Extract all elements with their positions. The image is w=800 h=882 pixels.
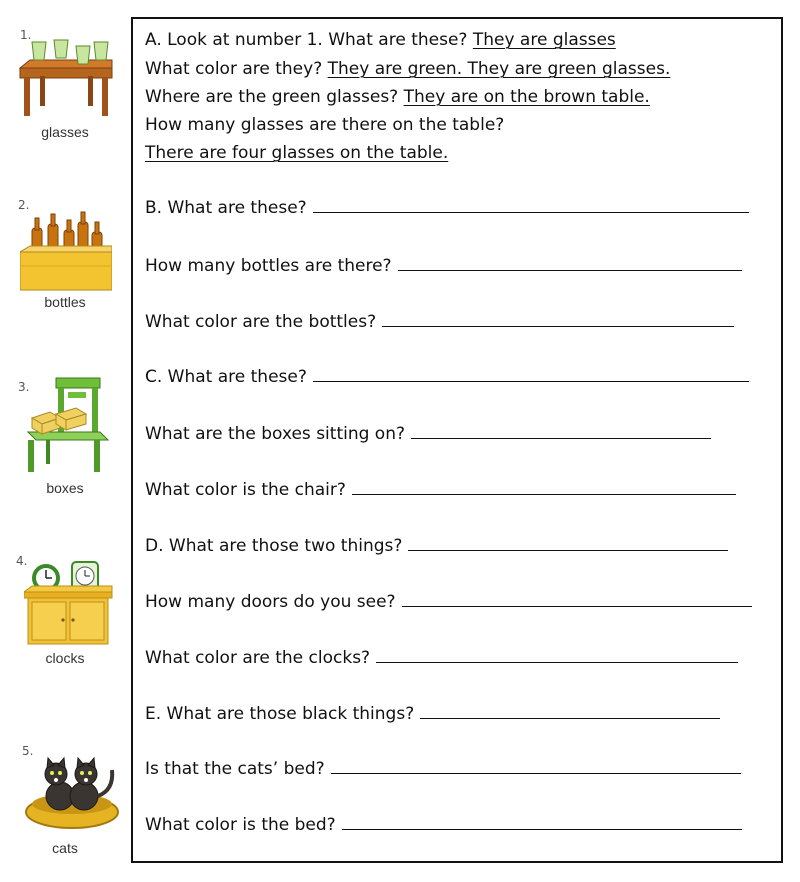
- item-caption: bottles: [44, 294, 86, 310]
- item-number: 2.: [18, 198, 30, 212]
- question-text: What color are the bottles?: [145, 312, 377, 332]
- exercise-a-line4: [145, 115, 504, 135]
- boxes-on-chair-icon: [22, 374, 112, 474]
- item-number: 5.: [22, 744, 34, 758]
- question-text: E. What are those black things?: [145, 704, 415, 724]
- exercise-b-q1: [145, 198, 749, 218]
- exercise-d-q3: [145, 648, 738, 668]
- exercise-a-line2: [145, 59, 670, 79]
- answer-text: They are on the brown table.: [403, 87, 650, 107]
- question-text: D. What are those two things?: [145, 536, 403, 556]
- glasses-on-table-icon: [18, 38, 114, 120]
- exercise-a-line3: [145, 87, 650, 107]
- exercise-d-q1: [145, 536, 728, 556]
- answer-blank[interactable]: [352, 480, 736, 495]
- answer-text: They are glasses: [472, 30, 616, 50]
- exercise-a-line1: [145, 30, 616, 50]
- answer-blank[interactable]: [420, 704, 720, 719]
- picture-item-glasses: [0, 0, 130, 160]
- bottles-in-crate-icon: [20, 210, 112, 294]
- picture-item-boxes: [0, 370, 130, 500]
- item-number: 4.: [16, 554, 28, 568]
- cats-in-basket-icon: [22, 752, 122, 832]
- answer-blank[interactable]: [411, 424, 711, 439]
- picture-item-cats: [0, 740, 130, 870]
- exercise-a-line5: [145, 143, 448, 163]
- question-text: What color are they?: [145, 59, 323, 79]
- question-text: What color are the clocks?: [145, 648, 371, 668]
- question-text: B. What are these?: [145, 198, 307, 218]
- exercise-b-q2: [145, 256, 742, 276]
- question-text: How many bottles are there?: [145, 256, 392, 276]
- question-text: Is that the cats’ bed?: [145, 759, 325, 779]
- question-text: What color is the chair?: [145, 480, 346, 500]
- answer-text: They are green. They are green glasses.: [327, 59, 671, 79]
- exercise-c-q3: [145, 480, 736, 500]
- exercise-c-q1: [145, 367, 749, 387]
- question-text: Where are the green glasses?: [145, 87, 399, 107]
- question-text: What color is the bed?: [145, 815, 336, 835]
- answer-blank[interactable]: [398, 256, 742, 271]
- question-text: How many glasses are there on the table?: [145, 115, 505, 135]
- clocks-on-cabinet-icon: [24, 560, 114, 650]
- item-caption: glasses: [41, 124, 89, 140]
- answer-blank[interactable]: [408, 536, 728, 551]
- exercise-e-q3: [145, 815, 742, 835]
- exercise-e-q2: [145, 759, 741, 779]
- item-caption: clocks: [45, 650, 85, 666]
- item-number: 3.: [18, 380, 30, 394]
- picture-item-bottles: [0, 190, 130, 330]
- answer-blank[interactable]: [382, 312, 734, 327]
- exercise-d-q2: [145, 592, 752, 612]
- question-text: What are the boxes sitting on?: [145, 424, 405, 444]
- exercise-b-q3: [145, 312, 734, 332]
- exercise-c-q2: [145, 424, 711, 444]
- answer-blank[interactable]: [313, 198, 749, 213]
- exercise-e-q1: [145, 704, 720, 724]
- answer-text: There are four glasses on the table.: [145, 143, 449, 163]
- question-text: A. Look at number 1. What are these?: [145, 30, 468, 50]
- item-caption: cats: [52, 840, 78, 856]
- picture-item-clocks: [0, 550, 130, 680]
- answer-blank[interactable]: [331, 759, 741, 774]
- picture-sidebar: [0, 0, 130, 882]
- answer-blank[interactable]: [402, 592, 752, 607]
- question-text: How many doors do you see?: [145, 592, 396, 612]
- answer-blank[interactable]: [376, 648, 738, 663]
- item-caption: boxes: [46, 480, 84, 496]
- item-number: 1.: [20, 28, 32, 42]
- answer-blank[interactable]: [342, 815, 742, 830]
- answer-blank[interactable]: [313, 367, 749, 382]
- question-text: C. What are these?: [145, 367, 307, 387]
